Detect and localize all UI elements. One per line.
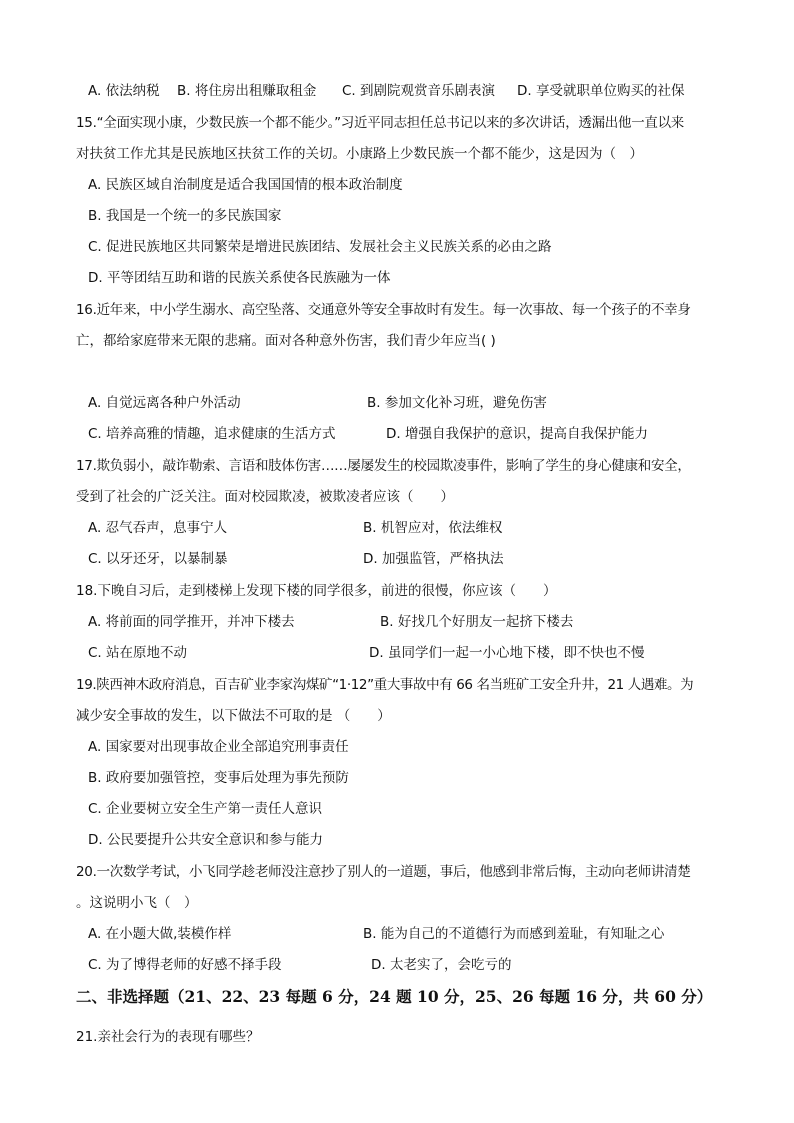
q20-stem-line-1: 20.一次数学考试，小飞同学趁老师没注意抄了别人的一道题，事后，他感到非常后悔，主动向老师讲清楚 (76, 864, 691, 880)
q18-option-b: B. 好找几个好朋友一起挤下楼去 (380, 614, 574, 630)
q16-option-b: B. 参加文化补习班，避免伤害 (367, 395, 547, 411)
q16-option-c: C. 培养高雅的情趣，追求健康的生活方式 (88, 426, 336, 442)
q17-option-d: D. 加强监管，严格执法 (363, 551, 504, 567)
q15-option-c: C. 促进民族地区共同繁荣是增进民族团结、发展社会主义民族关系的必由之路 (88, 239, 552, 255)
q17-stem-line-2: 受到了社会的广泛关注。面对校园欺凌，被欺凌者应该（ ） (76, 489, 454, 505)
q18-option-a: A. 将前面的同学推开，并冲下楼去 (88, 614, 295, 630)
q19-option-c: C. 企业要树立安全生产第一责任人意识 (88, 801, 323, 817)
q15-stem-line-2: 对扶贫工作尤其是民族地区扶贫工作的关切。小康路上少数民族一个都不能少，这是因为（ ） (76, 146, 643, 162)
q20-option-b: B. 能为自己的不道德行为而感到羞耻，有知耻之心 (363, 926, 665, 942)
q19-option-a: A. 国家要对出现事故企业全部追究刑事责任 (88, 739, 349, 755)
q15-option-d: D. 平等团结互助和谐的民族关系使各民族融为一体 (88, 270, 391, 286)
q17-option-b: B. 机智应对，依法维权 (363, 520, 503, 536)
q18-option-d: D. 虽同学们一起一小心地下楼，即不快也不慢 (369, 645, 645, 661)
q19-stem-line-2: 减少安全事故的发生，以下做法不可取的是 （ ） (76, 708, 391, 724)
q20-option-a: A. 在小题大做,装模作样 (88, 926, 232, 942)
q16-stem-line-2: 亡，都给家庭带来无限的悲痛。面对各种意外伤害，我们青少年应当( ) (76, 333, 496, 349)
q18-option-c: C. 站在原地不动 (88, 645, 188, 661)
q16-option-a: A. 自觉远离各种户外活动 (88, 395, 241, 411)
q19-option-d: D. 公民要提升公共安全意识和参与能力 (88, 832, 323, 848)
q16-stem-line-1: 16.近年来，中小学生溺水、高空坠落、交通意外等安全事故时有发生。每一次事故、每一个孩子的不幸身 (76, 302, 691, 318)
q18-stem-line-1: 18.下晚自习后，走到楼梯上发现下楼的同学很多，前进的很慢，你应该（ ） (76, 583, 557, 599)
q14-option-a: A. 依法纳税 (88, 83, 160, 99)
q17-stem-line-1: 17.欺负弱小，敲诈勒索、言语和肢体伤害……屡屡发生的校园欺凌事件，影响了学生的身心健康和安全， (76, 458, 691, 474)
q19-option-b: B. 政府要加强管控，变事后处理为事先预防 (88, 770, 349, 786)
q20-option-c: C. 为了博得老师的好感不择手段 (88, 957, 282, 973)
q17-option-c: C. 以牙还牙，以暴制暴 (88, 551, 228, 567)
q17-option-a: A. 忍气吞声，息事宁人 (88, 520, 228, 536)
q16-option-d: D. 增强自我保护的意识，提高自我保护能力 (386, 426, 648, 442)
section-heading-non-choice: 二、非选择题（21、22、23 每题 6 分，24 题 10 分，25、26 每题 16 分，共 60 分） (76, 987, 713, 1006)
q14-option-b: B. 将住房出租赚取租金 (177, 83, 317, 99)
q15-stem-line-1: 15.“全面实现小康，少数民族一个都不能少。”习近平同志担任总书记以来的多次讲话，透漏出他一直以来 (76, 115, 685, 131)
q15-option-a: A. 民族区域自治制度是适合我国国情的根本政治制度 (88, 177, 403, 193)
q20-stem-line-2: 。这说明小飞（ ） (76, 895, 198, 911)
q19-stem-line-1: 19.陕西神木政府消息，百吉矿业李家沟煤矿“1·12”重大事故中有 66 名当班矿工安全升井，21 人遇难。为 (76, 677, 694, 693)
q20-option-d: D. 太老实了，会吃亏的 (371, 957, 512, 973)
q14-option-c: C. 到剧院观赏音乐剧表演 (342, 83, 496, 99)
q14-option-d: D. 享受就职单位购买的社保 (517, 83, 685, 99)
q15-option-b: B. 我国是一个统一的多民族国家 (88, 208, 282, 224)
q21-stem: 21.亲社会行为的表现有哪些？ (76, 1029, 260, 1045)
